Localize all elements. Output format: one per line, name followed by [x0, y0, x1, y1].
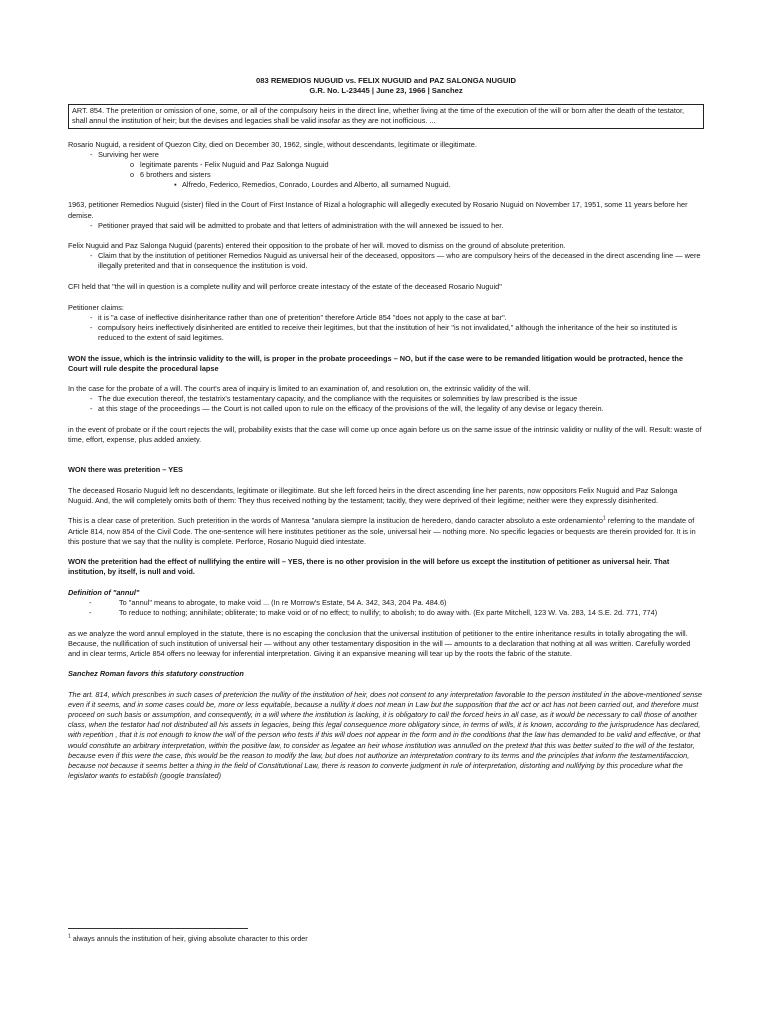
issue3-p1: as we analyze the word annul employed in the statute, there is no escaping the conclusion that the universal institution of petitioner to the entire inheritance results in totally abrogating the will. Because, the nullification of such institution of universal heir — without any other testamentary disposition in the will — amounts to a declaration that nothing at all was written. Carefully worded and in clear terms, Article 854 offers no leeway for inferential interpretation. Giving it an expansive meaning will tear up by the roots the fabric of the statute. [68, 628, 691, 658]
dash-marker: - [90, 220, 93, 230]
sanchez-label: Sanchez Roman favors this statutory construction [68, 669, 244, 679]
footnote [68, 934, 308, 943]
bullet-siblings [68, 170, 704, 180]
footnote-text: always annuls the institution of heir, giving absolute character to this order [70, 934, 308, 943]
dash-marker: - [90, 312, 93, 322]
issue2-p2-after: referring to the mandate of Article 814, now 854 of the Civil Code. The one-sentence will here institutes petitioner as the sole, universal heir — nothing more. No specific legacies or bequests are therein provided for. It is in this posture that we say that the nullity is complete. Perforce, Rosario Nuguid died intestate. [68, 516, 696, 546]
pet-claim1-text: it is "a case of ineffective disinheritance rather than one of preterition" therefore Article 854 "does not apply to the case at bar". [98, 312, 507, 322]
issue1-p2: in the event of probate or if the court rejects the will, probability exists that the case will come up once again before us on the same issue of the intrinsic validity or nullity of the will. Result: waste of time, effort, expense, plus added anxiety. [68, 424, 702, 445]
petitioner-claims-label: Petitioner claims: [68, 302, 124, 312]
dash-marker: - [90, 322, 93, 332]
bullet-def1 [68, 598, 704, 608]
cfi-ruling: CFI held that "the will in question is a complete nullity and will perforce create intestacy of the estate of the deceased Rosario Nuguid" [68, 282, 502, 292]
siblings-text: 6 brothers and sisters [140, 169, 211, 179]
sibling-names-text: Alfredo, Federico, Remedios, Conrado, Lourdes and Alberto, all surnamed Nuguid. [182, 179, 451, 189]
bullet-issue1-b1 [68, 394, 704, 404]
footnote-number: 1 [68, 933, 71, 940]
parents-text: legitimate parents - Felix Nuguid and Paz Salonga Nuguid [140, 159, 329, 169]
survived-text: Surviving her were [98, 149, 159, 159]
sanchez-quote: The art. 814, which prescribes in such cases of pretericion the nullity of the institution of heir, does not consent to any interpretation favorable to the person instituted in the above-mentioned sense even if it seems, and in some cases could be, more or less equitable, because a nullity it does not mean in Law but the supposition that the act or act has not been carried out, and therefore must proceed on such basis or assumption, and consequently, in a will where the institution is lacking, it is obligatory to call the forced heirs in all case, as it would be necessary to call those of another class, when the testator had not distributed all his assets in legacies, being this legal consequence more obligatory since, in terms of wills, it is known, according to the jurisprudence has declared, with repetition , that it is not enough to know the will of the person who tests if this will does not appear in the form and in the conditions that the law has demanded to be valid and effective, or that would constitute an arbitrary interpretation, within the positive law, to consider as legatee an heir whose institution was annulled on the pretext that this was better suited to the will of the testator, because even if this were the case, this would be the reason to modify the law, but does not authorize an interpretation contrary to its terms and the principles that inform the testamentifaccion, because not because it seems better a thing in the field of Constitutional Law, there is reason to converte judgment in rule of interpretation, distorting and nullifying by this procedure what the legislator wants to establish (google translated) [68, 690, 702, 780]
bullet-claim [68, 251, 704, 271]
bullet-survived [68, 150, 704, 160]
case-title [68, 76, 704, 97]
article-box: ART. 854. The preterition or omission of one, some, or all of the compulsory heirs in the direct line, whether living at the time of the execution of the will or born after the death of the testator, shall annul the institution of heir; but the devises and legacies shall be valid insofar as they are not inofficious. ... [68, 104, 704, 129]
dash-marker: - [89, 608, 92, 618]
def2-text: To reduce to nothing; annihilate; obliterate; to make void or of no effect; to nullify; to abolish; to do away with. (Ex parte Mitchell, 123 W. Va. 283, 14 S.E. 2d. 771, 774) [119, 608, 658, 618]
facts-intro: Rosario Nuguid, a resident of Quezon City, died on December 30, 1962, single, without descendants, legitimate or illegitimate. [68, 139, 477, 149]
bullet-issue1-b2 [68, 404, 704, 414]
bullet-pet-claim1 [68, 313, 704, 323]
bullet-parents [68, 160, 704, 170]
footnote-ref[interactable]: 1 [602, 516, 606, 522]
dash-marker: - [90, 394, 93, 404]
facts-filing: 1963, petitioner Remedios Nuguid (sister) filed in the Court of First Instance of Rizal a holographic will allegedly executed by Rosario Nuguid on November 17, 1951, some 11 years before her demise. [68, 200, 688, 220]
issue1-heading: WON the issue, which is the intrinsic validity to the will, is proper in the probate proceedings – NO, but if the case were to be remanded litigation would be protracted, hence the Court will rule despite the procedural lapse [68, 353, 683, 373]
issue3-heading: WON the preterition had the effect of nullifying the entire will – YES, there is no other provision in the will before us except the institution of petitioner as universal heir. That institution, by itself, is null and void. [68, 557, 670, 577]
bullet-pet-claim2 [68, 323, 704, 343]
issue2-p2-before: This is a clear case of preterition. Such preterition in the words of Manresa "anulara siempre la institucion de heredero, dando caracter absoluto a este ordenamiento [68, 516, 603, 526]
issue1-b2-text: at this stage of the proceedings — the Court is not called upon to rule on the efficacy of the provisions of the will, the legality of any devise or legacy therein. [98, 404, 604, 414]
claim-text: Claim that by the institution of petitioner Remedios Nuguid as universal heir of the deceased, oppositors — who are compulsory heirs of the deceased in the direct ascending line — were illegally preterited and that in consequence the institution is void. [98, 251, 701, 271]
footnote-divider [68, 928, 248, 929]
circle-marker: o [130, 169, 135, 179]
prayer-text: Petitioner prayed that said will be admitted to probate and that letters of administration with the will annexed be issued to her. [98, 220, 504, 230]
def1-text: To "annul" means to abrogate, to make void ... (In re Morrow's Estate, 54 A. 342, 343, 204 Pa. 484.6) [119, 598, 447, 607]
issue1-b1-text: The due execution thereof, the testatrix's testamentary capacity, and the compliance with the requisites or solemnities by law prescribed is the issue [98, 394, 578, 404]
issue2-p1: The deceased Rosario Nuguid left no descendants, legitimate or illegitimate. But she left forced heirs in the direct ascending line her parents, now oppositors Felix Nuguid and Paz Salonga Nuguid. And, the will completely omits both of them: They thus received nothing by the testament; tacitly, they were deprived of their legitime; neither were they expressly disinherited. [68, 485, 678, 505]
issue1-p1: In the case for the probate of a will. The court's area of inquiry is limited to an examination of, and resolution on, the extrinsic validity of the will. [68, 384, 531, 394]
square-marker: ▪ [174, 179, 177, 189]
bullet-sibling-names [68, 180, 704, 190]
dash-marker: - [90, 251, 93, 261]
facts-opposition: Felix Nuguid and Paz Salonga Nuguid (parents) entered their opposition to the probate of her will. moved to dismiss on the ground of absolute preterition. [68, 241, 566, 251]
case-title-line1: 083 REMEDIOS NUGUID vs. FELIX NUGUID and PAZ SALONGA NUGUID [256, 76, 516, 85]
bullet-prayer [68, 221, 704, 231]
dash-marker: - [90, 404, 93, 414]
bullet-def2 [68, 608, 704, 618]
definition-label: Definition of "annul" [68, 587, 140, 597]
issue2-p2 [68, 516, 704, 546]
pet-claim2-text: compulsory heirs ineffectively disinherited are entitled to receive their legitimes, but that the institution of heir "is not invalidated," although the inheritance of the heir so instituted is reduced to the extent of said legitimes. [98, 322, 678, 342]
dash-marker: - [90, 149, 93, 159]
issue2-heading: WON there was preterition – YES [68, 465, 183, 475]
circle-marker: o [130, 159, 135, 169]
document-page [68, 76, 704, 781]
dash-marker: - [89, 598, 92, 607]
case-title-line2: G.R. No. L-23445 | June 23, 1966 | Sanchez [309, 86, 463, 96]
